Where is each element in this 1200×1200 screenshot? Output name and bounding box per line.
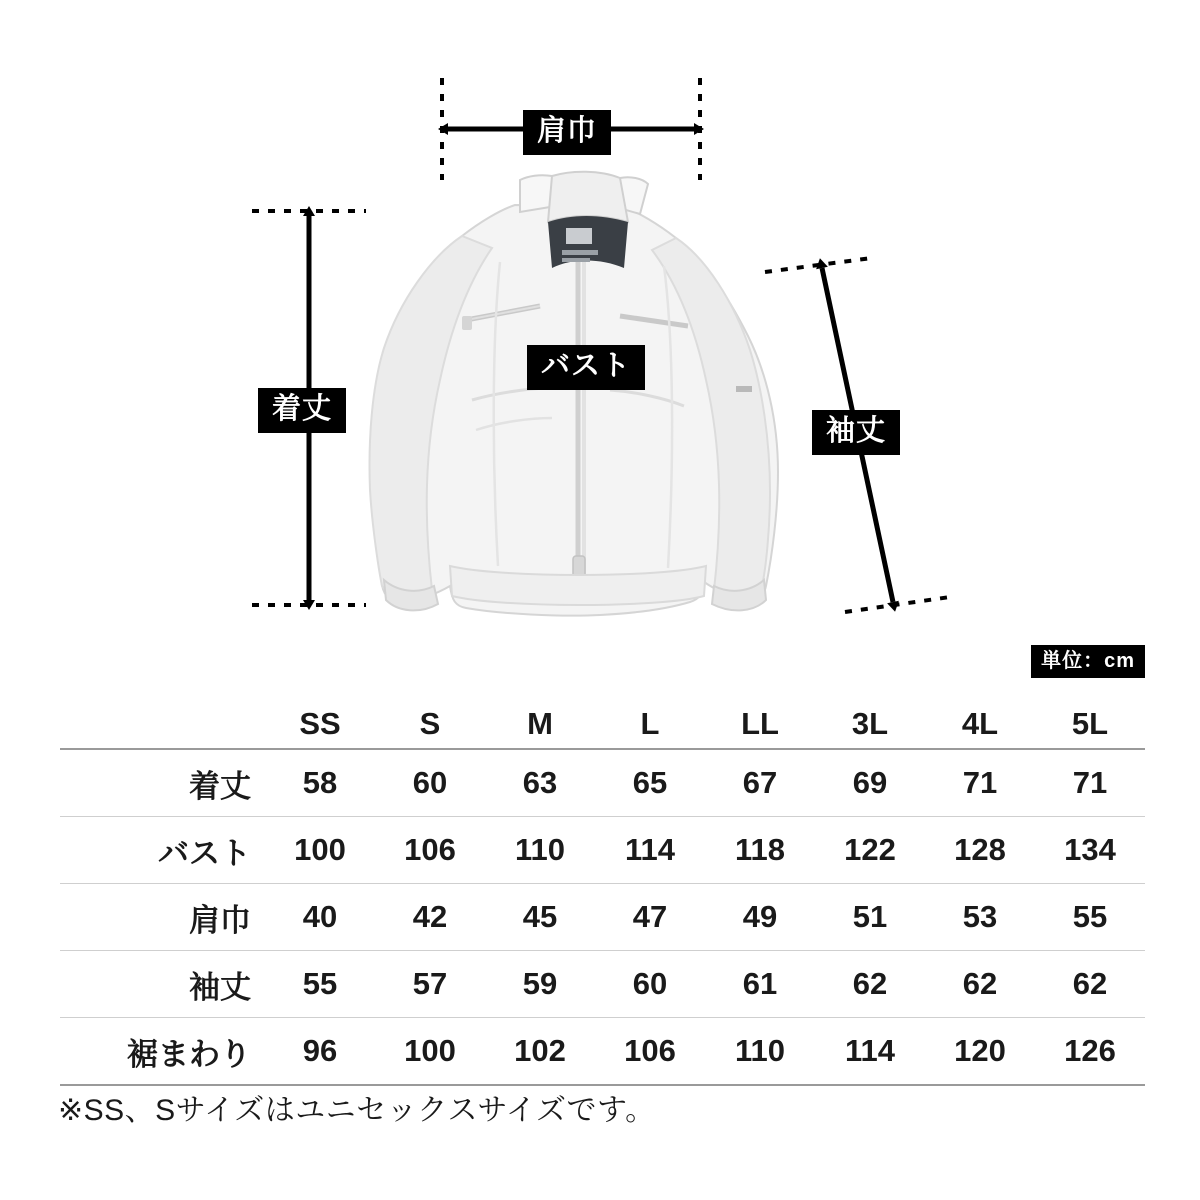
footnote: ※SS、Sサイズはユニセックスサイズです。 (58, 1094, 656, 1127)
cell: 128 (954, 832, 1006, 867)
cell: 110 (734, 1033, 785, 1068)
cell: 71 (1072, 765, 1108, 800)
cell: 47 (632, 899, 668, 934)
table-row (60, 951, 1145, 1018)
cell: 55 (1072, 899, 1108, 934)
cell: 59 (522, 966, 558, 1001)
cell: 63 (522, 765, 558, 800)
cell: 71 (962, 765, 998, 800)
size-header-ss: SS (265, 700, 375, 749)
cell: 118 (734, 832, 785, 867)
table-row (60, 817, 1145, 884)
table-row (60, 749, 1145, 817)
cell: 60 (632, 966, 668, 1001)
cell: 134 (1064, 832, 1116, 867)
cell: 55 (302, 966, 338, 1001)
label-shoulder-width: 肩巾 (523, 110, 611, 155)
size-header-5l: 5L (1035, 700, 1145, 749)
row-label-shoulder-width: 肩巾 (189, 902, 251, 938)
corner-cell (60, 700, 265, 749)
cell: 69 (852, 765, 888, 800)
table-row (60, 1018, 1145, 1086)
cell: 58 (302, 765, 338, 800)
cell: 126 (1064, 1033, 1116, 1068)
cell: 60 (412, 765, 448, 800)
cell: 65 (632, 765, 668, 800)
size-table-wrapper (60, 700, 1145, 1086)
row-label-body-length: 着丈 (189, 768, 251, 804)
cell: 114 (844, 1033, 895, 1068)
size-header-m: M (485, 700, 595, 749)
cell: 40 (302, 899, 338, 934)
size-header-s: S (375, 700, 485, 749)
cell: 62 (1072, 966, 1108, 1001)
row-label-bust: バスト (158, 835, 251, 871)
cell: 114 (624, 832, 675, 867)
row-label-sleeve-length: 袖丈 (189, 969, 251, 1005)
cell: 51 (852, 899, 888, 934)
cell: 45 (522, 899, 558, 934)
size-header-l: L (595, 700, 705, 749)
size-header-3l: 3L (815, 700, 925, 749)
cell: 100 (404, 1033, 456, 1068)
cell: 106 (624, 1033, 676, 1068)
cell: 53 (962, 899, 998, 934)
size-table (60, 700, 1145, 1086)
jacket-illustration (370, 172, 778, 616)
cell: 49 (742, 899, 778, 934)
size-header-ll: LL (705, 700, 815, 749)
cell: 102 (514, 1033, 566, 1068)
unit-badge: 単位：cm (1031, 645, 1145, 678)
cell: 110 (514, 832, 565, 867)
cell: 62 (852, 966, 888, 1001)
cell: 100 (294, 832, 346, 867)
cell: 122 (844, 832, 896, 867)
table-header-row (60, 700, 1145, 749)
label-body-length: 着丈 (258, 388, 346, 433)
cell: 42 (412, 899, 448, 934)
cell: 106 (404, 832, 456, 867)
cell: 96 (302, 1033, 338, 1068)
cell: 67 (742, 765, 778, 800)
row-label-hem-circumference: 裾まわり (127, 1036, 251, 1072)
cell: 61 (742, 966, 778, 1001)
table-row (60, 884, 1145, 951)
cell: 57 (412, 966, 448, 1001)
size-header-4l: 4L (925, 700, 1035, 749)
cell: 62 (962, 966, 998, 1001)
label-sleeve-length: 袖丈 (812, 410, 900, 455)
cell: 120 (954, 1033, 1006, 1068)
label-bust: バスト (527, 345, 645, 390)
